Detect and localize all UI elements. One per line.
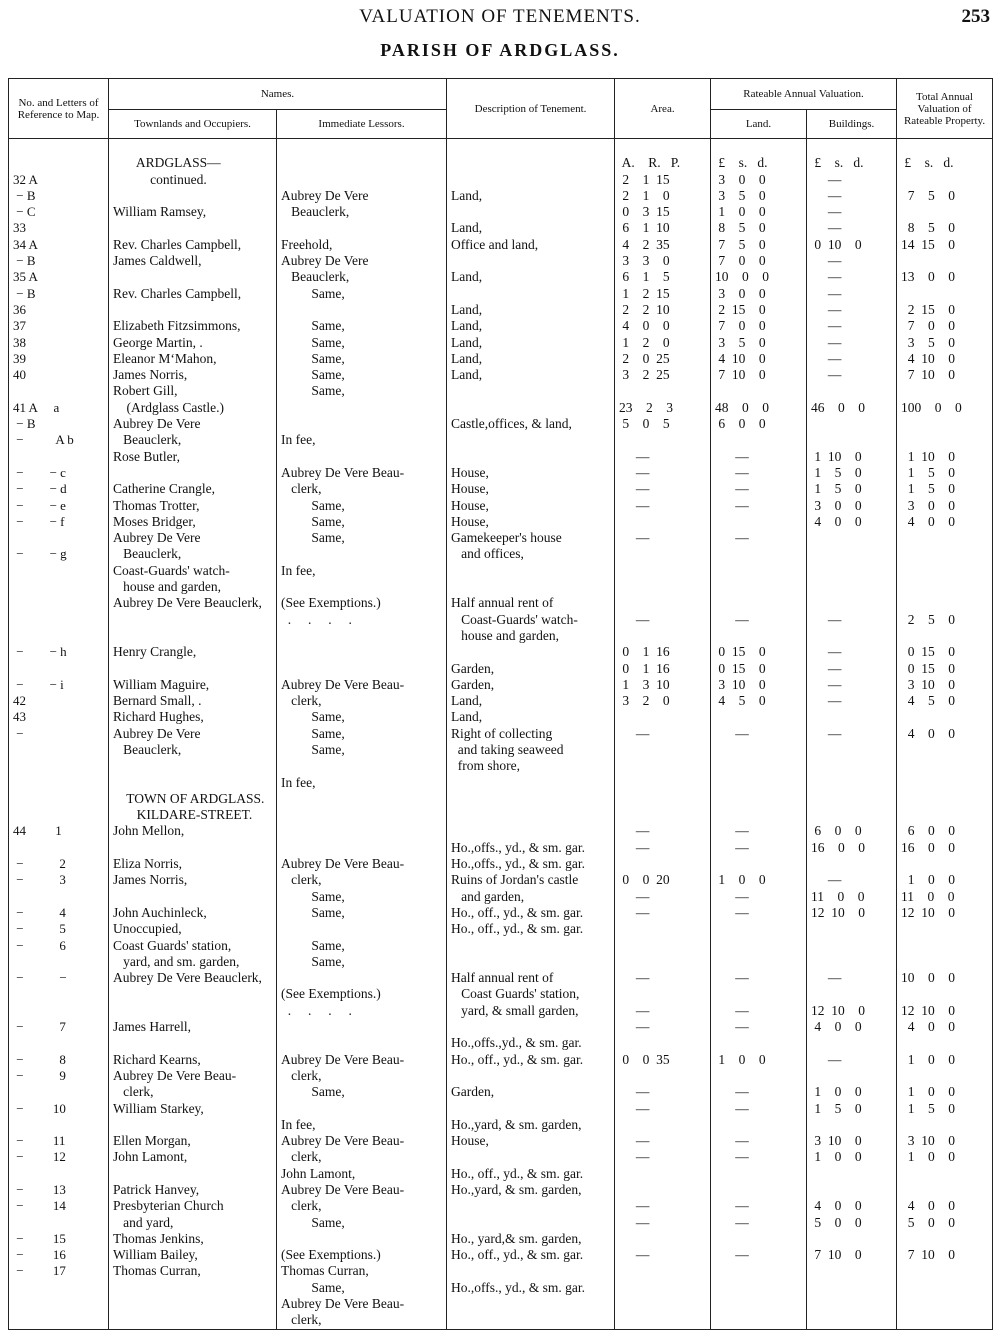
occupiers-column: ARDGLASS— continued. William Ramsey, Rev. Charles Campbell, James Caldwell, Rev. Charles Campbell, Elizabeth Fitzsimmons, George Martin, . Eleanor M‘Mahon, James Norris, Robert Gill, (Ardglass Castle.) Aubrey De Vere Beauclerk, Rose Butler, Catherine Crangle, Thomas Trotter, Moses Bridger, Aubrey De Vere Beauclerk, Coast-Guards' watch- house and garden, Aubrey De Vere Beauclerk, Henry Crangle, William Maguire, Bernard Small, . Richard Hughes, Aubrey De Vere Beauclerk, TOWN OF ARDGLASS. KILDARE-STREET. John Mellon, Eliza Norris, James Norris, John Auchinleck, Unoccupied, Coast Guards' station, yard, and sm. garden, Aubrey De Vere Beauclerk, James Harrell, Richard Kearns, Aubrey De Vere Beau- clerk, William Starkey, Ellen Morgan, John Lamont, Patrick Hanvey, Presbyterian Church and yard, Thomas Jenkins, William Bailey, Thomas Curran,: [109, 139, 277, 1330]
header-description: Description of Tenement.: [447, 79, 615, 139]
header-buildings: Buildings.: [807, 110, 897, 139]
header-names: Names.: [109, 79, 447, 110]
page-header: [0, 4, 1000, 28]
land-column: £ s. d. 3 0 0 3 5 0 1 0 0 8 5 0 7 5 0 7 0 0 10 0 0 3 0 0 2 15 0 7 0 0 3 5 0 4 10 0 7 10 0 48 0 0 6 0 0 — — — — — — 0 15 0 0 15 0 3 10 0 4 5 0 — — — 1 0 0 — — — — — 1 0 0 — — — — — — —: [711, 139, 807, 1330]
lessors-column: Aubrey De Vere Beauclerk, Freehold, Aubrey De Vere Beauclerk, Same, Same, Same, Same, Same, Same, In fee, Aubrey De Vere Beau- clerk, Same, Same, Same, In fee, (See Exemptions.) . . . . Aubrey De Vere Beau- clerk, Same, Same, Same, In fee, Aubrey De Vere Beau- clerk, Same, Same, Same, Same, (See Exemptions.) . . . . Aubrey De Vere Beau- clerk, Same, In fee, Aubrey De Vere Beau- clerk, John Lamont, Aubrey De Vere Beau- clerk, Same, (See Exemptions.) Thomas Curran, Same, Aubrey De Vere Beau- clerk,: [277, 139, 447, 1330]
description-column: Land, Land, Office and land, Land, Land, Land, Land, Land, Land, Castle,offices, & land, House, House, House, House, Gamekeeper's house and offices, Half annual rent of Coast-Guards' watch- house and garden, Garden, Garden, Land, Land, Right of collecting and taking seaweed from shore, Ho.,offs., yd., & sm. gar. Ho.,offs., yd., & sm. gar. Ruins of Jordan's castle and garden, Ho., off., yd., & sm. gar. Ho., off., yd., & sm. gar. Half annual rent of Coast Guards' station, yard, & small garden, Ho.,offs.,yd., & sm. gar. Ho., off., yd., & sm. gar. Garden, Ho.,yard, & sm. garden, House, Ho., off., yd., & sm. gar. Ho.,yard, & sm. garden, Ho., yard,& sm. garden, Ho., off., yd., & sm. gar. Ho.,offs., yd., & sm. gar.: [447, 139, 615, 1330]
header-total: Total Annual Valuation of Rateable Property.: [897, 79, 993, 139]
header-rateable: Rateable Annual Valuation.: [711, 79, 897, 110]
area-column: A. R. P. 2 1 15 2 1 0 0 3 15 6 1 10 4 2 35 3 3 0 6 1 5 1 2 15 2 2 10 4 0 0 1 2 0 2 0 25 3 2 25 23 2 3 5 0 5 — — — — — — 0 1 16 0 1 16 1 3 10 3 2 0 — — — 0 0 20 — — — — — 0 0 35 — — — — — — —: [615, 139, 711, 1330]
header-land: Land.: [711, 110, 807, 139]
running-title: VALUATION OF TENEMENTS.: [359, 6, 641, 27]
header-ref: No. and Letters of Reference to Map.: [9, 79, 109, 139]
valuation-table: [8, 78, 993, 1330]
header-lessors: Immediate Lessors.: [277, 110, 447, 139]
header-area: Area.: [615, 79, 711, 139]
ref-column: 32 A − B − C 33 34 A − B 35 A − B 36 37 38 39 40 41 A a − B − A b − − c − − d − − e − − f − − g − − h − − i 42 43 − 44 1 − 2 − 3 − 4 − 5 − 6 − − − 7 − 8 − 9 − 10 − 11 − 12 − 13 − 14 − 15 − 16 − 17: [9, 139, 109, 1330]
buildings-column: £ s. d. — — — — 0 10 0 — — — — — — — — 46 0 0 1 10 0 1 5 0 1 5 0 3 0 0 4 0 0 — — — — — — 6 0 0 16 0 0 — 11 0 0 12 10 0 — 12 10 0 4 0 0 — 1 0 0 1 5 0 3 10 0 1 0 0 4 0 0 5 0 0 7 10 0: [807, 139, 897, 1330]
header-occupiers: Townlands and Occupiers.: [109, 110, 277, 139]
page-number: 253: [961, 6, 990, 27]
total-column: £ s. d. 7 5 0 8 5 0 14 15 0 13 0 0 2 15 0 7 0 0 3 5 0 4 10 0 7 10 0 100 0 0 1 10 0 1 5 0 1 5 0 3 0 0 4 0 0 2 5 0 0 15 0 0 15 0 3 10 0 4 5 0 4 0 0 6 0 0 16 0 0 1 0 0 11 0 0 12 10 0 10 0 0 12 10 0 4 0 0 1 0 0 1 0 0 1 5 0 3 10 0 1 0 0 4 0 0 5 0 0 7 10 0: [897, 139, 993, 1330]
table-body-row: [9, 139, 993, 1330]
parish-title: PARISH OF ARDGLASS.: [380, 40, 620, 60]
